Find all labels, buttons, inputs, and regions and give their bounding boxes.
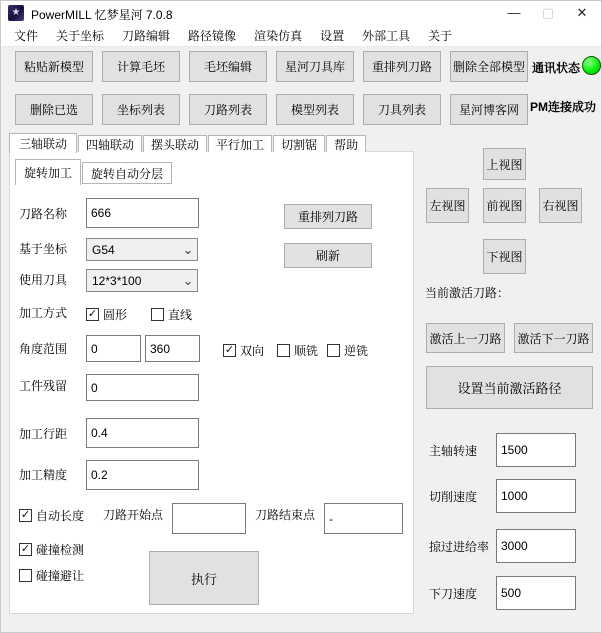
menu-item-render-sim[interactable]: 渲染仿真 <box>254 29 303 43</box>
coord-base-label: 基于坐标 <box>19 242 68 256</box>
end-point-label: 刀路结束点 <box>255 508 316 522</box>
collision-avoid-label: 碰撞避让 <box>36 569 85 583</box>
tool-used-value: 12*3*100 <box>92 273 142 288</box>
collision-detect-checkbox[interactable] <box>19 541 84 558</box>
tab-4axis[interactable]: 四轴联动 <box>78 135 142 152</box>
minimize-icon: — <box>507 5 521 20</box>
coordinate-list-button[interactable]: 坐标列表 <box>102 94 180 125</box>
galaxy-tool-library-button[interactable]: 星河刀具库 <box>276 51 354 82</box>
calc-stock-button[interactable]: 计算毛坯 <box>102 51 180 82</box>
minimize-button[interactable] <box>497 1 531 25</box>
cutting-speed-input[interactable] <box>496 479 576 513</box>
activate-next-toolpath-button[interactable]: 激活下一刀路 <box>514 323 593 353</box>
plunge-speed-label: 下刀速度 <box>429 587 478 601</box>
menu-item-file[interactable]: 文件 <box>14 29 39 43</box>
skim-feedrate-label: 掠过进给率 <box>429 540 490 554</box>
tab-parallel[interactable]: 平行加工 <box>208 135 272 152</box>
view-front-button[interactable]: 前视图 <box>483 188 526 223</box>
three-axis-panel <box>9 151 414 614</box>
toolpath-name-label: 刀路名称 <box>19 207 68 221</box>
checkbox-icon <box>19 569 32 582</box>
tolerance-label: 加工精度 <box>19 468 68 482</box>
window-chrome <box>1 1 601 47</box>
auto-length-checkbox[interactable] <box>19 507 84 524</box>
activate-prev-toolpath-button[interactable]: 激活上一刀路 <box>426 323 505 353</box>
maximize-button[interactable] <box>531 1 565 25</box>
conventional-mill-label: 逆铣 <box>344 344 369 358</box>
chevron-down-icon: ⌄ <box>182 241 194 257</box>
maximize-icon: ▢ <box>541 5 555 20</box>
toolbar-row-2 <box>15 94 528 125</box>
model-list-button[interactable]: 模型列表 <box>276 94 354 125</box>
collision-detect-label: 碰撞检测 <box>36 543 85 557</box>
climb-mill-label: 顺铣 <box>294 344 319 358</box>
window-title: PowerMILL 忆梦星河 7.0.8 <box>31 8 173 22</box>
angle-range-label: 角度范围 <box>19 342 68 356</box>
collision-avoid-checkbox[interactable] <box>19 567 84 584</box>
spindle-speed-label: 主轴转速 <box>429 444 478 458</box>
checkbox-icon: ✓ <box>87 308 98 320</box>
menu-item-external-tools[interactable]: 外部工具 <box>362 29 411 43</box>
checkbox-icon: ✓ <box>20 543 31 555</box>
set-active-path-button[interactable]: 设置当前激活路径 <box>426 366 593 409</box>
tolerance-input[interactable] <box>86 460 199 490</box>
galaxy-blog-button[interactable]: 星河博客网 <box>450 94 528 125</box>
menu-bar <box>5 26 461 46</box>
bidirectional-label: 双向 <box>240 344 265 358</box>
delete-all-models-button[interactable]: 删除全部模型 <box>450 51 528 82</box>
stock-remain-label: 工件残留 <box>19 379 68 393</box>
view-left-button[interactable]: 左视图 <box>426 188 469 223</box>
stock-edit-button[interactable]: 毛坯编辑 <box>189 51 267 82</box>
menu-item-toolpath-edit[interactable]: 刀路编辑 <box>122 29 171 43</box>
angle-to-input[interactable] <box>145 335 200 362</box>
plunge-speed-input[interactable] <box>496 576 576 610</box>
checkbox-icon: ✓ <box>224 344 235 356</box>
menu-item-about[interactable]: 关于 <box>428 29 453 43</box>
tab-3axis[interactable]: 三轴联动 <box>9 133 77 153</box>
paste-new-model-button[interactable]: 粘贴新模型 <box>15 51 93 82</box>
mode-line-label: 直线 <box>168 308 193 322</box>
toolbar-row-1 <box>15 51 528 82</box>
view-right-button[interactable]: 右视图 <box>539 188 582 223</box>
tab-swivel-head[interactable]: 摆头联动 <box>143 135 207 152</box>
comm-status-label: 通讯状态 <box>532 61 581 75</box>
stock-remain-input[interactable] <box>86 374 199 401</box>
checkbox-icon <box>327 344 340 357</box>
refresh-button[interactable]: 刷新 <box>284 243 372 268</box>
main-tab-strip <box>9 132 367 152</box>
start-point-input[interactable] <box>172 503 246 534</box>
coord-base-value: G54 <box>92 242 115 257</box>
stepover-label: 加工行距 <box>19 427 68 441</box>
skim-feedrate-input[interactable] <box>496 529 576 563</box>
tool-list-button[interactable]: 刀具列表 <box>363 94 441 125</box>
pm-status-label: PM连接成功 <box>530 100 597 114</box>
checkbox-icon <box>277 344 290 357</box>
coord-base-select[interactable] <box>86 238 198 261</box>
comm-status-indicator <box>582 56 601 75</box>
tab-help[interactable]: 帮助 <box>326 135 366 152</box>
toolpath-name-input[interactable] <box>86 198 199 228</box>
climb-mill-checkbox[interactable] <box>277 342 318 359</box>
close-icon: ✕ <box>576 5 588 20</box>
bidirectional-checkbox[interactable] <box>223 342 264 359</box>
mode-line-checkbox[interactable] <box>151 306 192 323</box>
execute-button[interactable]: 执行 <box>149 551 259 605</box>
reorder-toolpaths-button[interactable]: 重排列刀路 <box>363 51 441 82</box>
title-bar <box>1 1 601 25</box>
tool-used-label: 使用刀具 <box>19 273 68 287</box>
spindle-speed-input[interactable] <box>496 433 576 467</box>
menu-item-settings[interactable]: 设置 <box>320 29 345 43</box>
end-point-input[interactable] <box>324 503 403 534</box>
menu-item-path-mirror[interactable]: 路径镜像 <box>188 29 237 43</box>
tool-used-select[interactable] <box>86 269 198 292</box>
menu-item-coords[interactable]: 关于坐标 <box>56 29 105 43</box>
toolpath-list-button[interactable]: 刀路列表 <box>189 94 267 125</box>
start-point-label: 刀路开始点 <box>103 508 164 522</box>
tab-cutting-saw[interactable]: 切割锯 <box>273 135 325 152</box>
mode-circle-checkbox[interactable] <box>86 306 127 323</box>
sub-tab-strip <box>15 157 173 184</box>
conventional-mill-checkbox[interactable] <box>327 342 368 359</box>
cutting-speed-label: 切削速度 <box>429 490 478 504</box>
subtab-rotary-auto-layering[interactable]: 旋转自动分层 <box>82 162 172 184</box>
mode-circle-label: 圆形 <box>103 308 128 322</box>
stepover-input[interactable] <box>86 418 199 448</box>
angle-from-input[interactable] <box>86 335 141 362</box>
auto-length-label: 自动长度 <box>36 509 85 523</box>
checkbox-icon: ✓ <box>20 509 31 521</box>
reorder-toolpath-button[interactable]: 重排列刀路 <box>284 204 372 229</box>
close-button[interactable] <box>565 1 599 25</box>
active-toolpath-label: 当前激活刀路： <box>425 286 510 300</box>
machining-mode-label: 加工方式 <box>19 306 68 320</box>
chevron-down-icon: ⌄ <box>182 272 194 288</box>
view-bottom-button[interactable]: 下视图 <box>483 239 526 274</box>
view-top-button[interactable]: 上视图 <box>483 148 526 180</box>
checkbox-icon <box>151 308 164 321</box>
delete-selected-button[interactable]: 删除已选 <box>15 94 93 125</box>
subtab-rotary-machining[interactable]: 旋转加工 <box>15 159 81 185</box>
app-star-icon: ★ <box>8 5 24 21</box>
